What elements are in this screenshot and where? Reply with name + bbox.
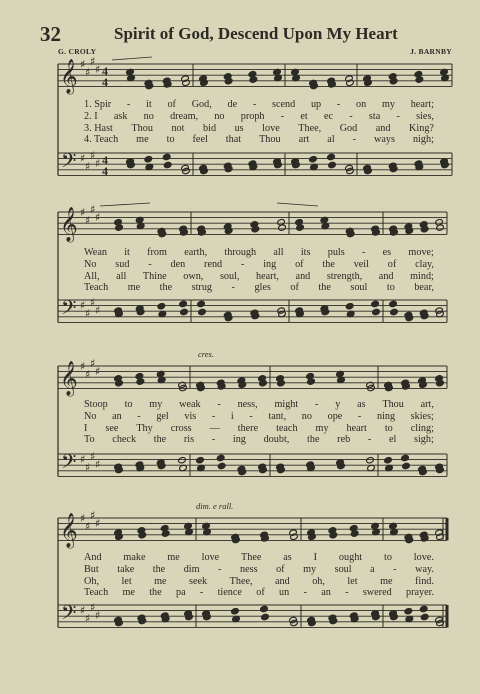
lyric-syllable: mind; bbox=[410, 270, 434, 282]
lyric-syllable: et bbox=[300, 110, 308, 122]
note-head bbox=[389, 300, 398, 307]
note-head bbox=[435, 307, 444, 314]
lyric-line bbox=[84, 282, 434, 294]
lyric-line bbox=[84, 576, 434, 588]
lyric-line bbox=[84, 552, 434, 564]
sharp-icon: ♯ bbox=[80, 453, 86, 466]
lyric-syllable: gles bbox=[254, 282, 271, 294]
words-credit: G. CROLY bbox=[58, 47, 97, 56]
lyric-syllable: clay, bbox=[415, 258, 434, 270]
lyric-syllable: pa bbox=[175, 587, 186, 599]
lyric-syllable: No bbox=[84, 410, 97, 422]
lyric-syllable: make bbox=[123, 552, 146, 563]
hymn-title: Spirit of God, Descend Upon My Heart bbox=[114, 24, 398, 43]
lyric-syllable: me bbox=[136, 134, 149, 146]
sharp-icon: ♯ bbox=[80, 512, 86, 525]
sharp-icon: ♯ bbox=[95, 365, 101, 378]
lyric-syllable: and bbox=[378, 270, 394, 282]
note-head bbox=[327, 153, 336, 160]
lyric-syllable: my bbox=[315, 422, 329, 434]
lyric-syllable: love bbox=[262, 122, 280, 134]
lyric-syllable: way. bbox=[415, 563, 434, 575]
lyric-syllable: prayer. bbox=[405, 587, 434, 599]
note-head bbox=[217, 462, 226, 469]
note-head bbox=[420, 613, 429, 620]
lyric-syllable: us bbox=[234, 122, 244, 134]
lyric-syllable: gel bbox=[156, 410, 169, 422]
lyric-syllable: - bbox=[240, 258, 245, 270]
lyric-syllable: - bbox=[252, 99, 257, 110]
lyric-line bbox=[84, 247, 434, 259]
lyric-syllable: al bbox=[327, 134, 335, 146]
lyric-syllable: 1. Spir bbox=[84, 99, 112, 110]
sharp-icon: ♯ bbox=[85, 214, 91, 227]
sharp-icon: ♯ bbox=[85, 520, 91, 533]
note-head bbox=[345, 303, 354, 310]
lyric-syllable: no bbox=[143, 110, 154, 122]
lyric-syllable: scend bbox=[272, 99, 296, 110]
sharp-icon: ♯ bbox=[80, 206, 86, 219]
sharp-icon: ♯ bbox=[80, 604, 86, 617]
lyric-syllable: Thy bbox=[136, 422, 153, 434]
lyric-syllable: no bbox=[301, 410, 312, 422]
lyric-syllable: un bbox=[279, 587, 290, 599]
lyric-syllable: - bbox=[352, 134, 357, 146]
note-head bbox=[162, 153, 171, 160]
lyrics-system-3 bbox=[84, 399, 434, 446]
lyric-line bbox=[84, 564, 434, 576]
sharp-icon: ♯ bbox=[90, 203, 96, 216]
lyric-syllable: the bbox=[159, 282, 173, 294]
sharp-icon: ♯ bbox=[85, 368, 91, 381]
lyric-syllable: there bbox=[237, 422, 259, 434]
lyric-syllable: - bbox=[249, 410, 253, 422]
lyric-syllable: - bbox=[349, 110, 353, 122]
lyric-syllable: strength, bbox=[326, 270, 363, 282]
lyric-syllable: - bbox=[345, 587, 349, 599]
bass-clef-icon: 𝄢 bbox=[61, 601, 77, 629]
lyric-line bbox=[84, 423, 434, 435]
lyric-syllable: - bbox=[217, 399, 221, 410]
lyric-syllable: de bbox=[227, 99, 238, 110]
lyric-syllable: cross bbox=[170, 422, 192, 434]
lyric-line bbox=[84, 587, 434, 599]
note-head bbox=[198, 308, 207, 315]
lyric-syllable: Stoop bbox=[84, 399, 108, 410]
lyric-syllable: love. bbox=[413, 552, 434, 563]
lyric-syllable: 3. Hast bbox=[84, 122, 113, 134]
lyric-syllable: - bbox=[280, 110, 285, 122]
bass-clef-icon: 𝄢 bbox=[61, 450, 77, 478]
lyric-syllable: an bbox=[321, 587, 331, 599]
sharp-icon: ♯ bbox=[85, 66, 91, 79]
lyric-line bbox=[84, 99, 434, 111]
hymn-number: 32 bbox=[40, 22, 61, 46]
lyric-syllable: earth, bbox=[184, 247, 208, 258]
lyric-syllable: ness, bbox=[237, 399, 258, 410]
lyric-syllable: I bbox=[313, 552, 318, 563]
lyric-syllable: ask bbox=[113, 110, 128, 122]
lyric-syllable: skies; bbox=[410, 410, 434, 422]
treble-clef-icon: 𝄞 bbox=[60, 361, 78, 396]
note-head bbox=[144, 156, 153, 163]
lyric-syllable: it bbox=[124, 247, 130, 258]
lyric-syllable: - bbox=[211, 410, 216, 422]
note-head bbox=[384, 457, 393, 464]
lyric-syllable: to bbox=[383, 552, 392, 563]
lyric-syllable: heart; bbox=[410, 99, 434, 110]
lyric-syllable: Thee, bbox=[229, 575, 253, 587]
lyric-syllable: seek bbox=[189, 575, 208, 587]
lyric-syllable: 4. Teach bbox=[84, 134, 119, 146]
lyric-syllable: proph bbox=[240, 110, 265, 122]
lyric-syllable: God bbox=[339, 122, 358, 134]
note-head bbox=[231, 608, 240, 615]
lyric-syllable: heart, bbox=[256, 270, 279, 282]
lyric-syllable: of bbox=[276, 563, 285, 575]
lyric-syllable: to bbox=[384, 422, 393, 434]
sharp-icon: ♯ bbox=[90, 55, 96, 68]
lyric-syllable: - bbox=[199, 587, 204, 599]
sharp-icon: ♯ bbox=[90, 450, 96, 463]
note-head bbox=[390, 308, 399, 315]
lyric-syllable: to bbox=[124, 399, 133, 410]
bass-clef-icon: 𝄢 bbox=[61, 296, 77, 324]
note-head bbox=[371, 300, 380, 307]
lyric-syllable: feel bbox=[192, 134, 208, 146]
lyric-syllable: and bbox=[295, 270, 311, 282]
note-head bbox=[328, 161, 337, 168]
lyric-syllable: love bbox=[201, 552, 220, 563]
lyric-syllable: find. bbox=[414, 575, 434, 587]
lyric-line bbox=[84, 271, 434, 283]
note-head bbox=[157, 303, 166, 310]
lyric-syllable: — bbox=[209, 422, 220, 434]
music-credit: J. BARNBY bbox=[410, 47, 452, 56]
sharp-icon: ♯ bbox=[80, 58, 86, 71]
lyric-syllable: heart bbox=[346, 422, 367, 434]
note-head bbox=[402, 462, 411, 469]
lyric-syllable: let bbox=[121, 575, 132, 587]
lyric-syllable: - bbox=[396, 110, 400, 122]
lyric-syllable: Thou bbox=[131, 122, 153, 134]
time-signature-bottom: 4 bbox=[102, 164, 108, 178]
lyric-syllable: sta bbox=[368, 110, 381, 122]
lyric-syllable: But bbox=[84, 563, 99, 575]
lyric-syllable: as bbox=[357, 399, 366, 410]
lyric-syllable: ris bbox=[183, 434, 195, 446]
lyric-syllable: its bbox=[300, 247, 311, 258]
lyric-syllable: to bbox=[386, 282, 395, 294]
lyric-syllable: from bbox=[147, 247, 167, 258]
lyric-syllable: sigh; bbox=[414, 434, 434, 446]
note-head bbox=[401, 454, 410, 461]
note-head bbox=[163, 161, 172, 168]
note-head bbox=[309, 156, 318, 163]
lyric-syllable: of bbox=[387, 258, 397, 270]
lyric-syllable: as bbox=[283, 552, 292, 563]
time-signature-bottom: 4 bbox=[102, 75, 108, 89]
lyric-syllable: the bbox=[318, 282, 331, 294]
sharp-icon: ♯ bbox=[95, 609, 101, 622]
lyric-syllable: All, bbox=[84, 270, 100, 282]
lyric-syllable: oh, bbox=[312, 575, 325, 587]
lyric-syllable: And bbox=[84, 552, 102, 563]
note-head bbox=[178, 457, 187, 464]
lyric-syllable: my bbox=[303, 563, 317, 575]
lyric-syllable: no bbox=[214, 110, 225, 122]
lyric-syllable: Teach bbox=[84, 282, 109, 294]
lyric-syllable: Thee bbox=[241, 552, 262, 563]
lyric-syllable: - bbox=[357, 410, 362, 422]
lyric-syllable: through bbox=[224, 247, 257, 258]
sharp-icon: ♯ bbox=[95, 304, 101, 317]
lyric-syllable: soul, bbox=[219, 270, 240, 282]
lyric-syllable: No bbox=[84, 258, 97, 270]
lyric-syllable: - bbox=[126, 99, 131, 110]
lyric-syllable: soul bbox=[334, 563, 352, 575]
hairpin bbox=[112, 57, 152, 60]
note-head bbox=[196, 457, 205, 464]
lyric-syllable: all bbox=[273, 247, 284, 258]
note-head bbox=[182, 79, 191, 86]
lyric-syllable: puls bbox=[327, 247, 345, 258]
note-head bbox=[366, 457, 375, 464]
sharp-icon: ♯ bbox=[90, 296, 96, 309]
lyric-syllable: own, bbox=[183, 270, 204, 282]
lyric-syllable: vis bbox=[184, 410, 197, 422]
lyric-syllable: a bbox=[370, 563, 375, 575]
note-head bbox=[290, 533, 299, 540]
lyric-syllable: Wean bbox=[84, 247, 107, 258]
lyric-syllable: cling; bbox=[410, 422, 434, 434]
lyric-syllable: rend bbox=[204, 258, 223, 270]
lyric-syllable: - bbox=[393, 563, 397, 575]
lyric-syllable: veil bbox=[353, 258, 369, 270]
note-head bbox=[277, 307, 286, 314]
lyric-syllable: the bbox=[307, 434, 320, 446]
lyric-syllable: - bbox=[361, 247, 366, 258]
lyric-syllable: - bbox=[367, 434, 372, 446]
note-head bbox=[346, 79, 355, 86]
lyric-syllable: might bbox=[274, 399, 299, 410]
note-head bbox=[404, 608, 413, 615]
lyric-syllable: me bbox=[167, 552, 180, 563]
lyric-syllable: nigh; bbox=[412, 134, 434, 146]
lyric-syllable: bear, bbox=[414, 282, 434, 294]
lyric-syllable: Thou bbox=[259, 134, 281, 146]
lyric-line bbox=[84, 123, 434, 135]
lyric-syllable: teach bbox=[276, 422, 298, 434]
lyrics-system-2 bbox=[84, 247, 434, 294]
lyric-syllable: i bbox=[230, 410, 234, 422]
lyric-syllable: Oh, bbox=[84, 575, 99, 587]
lyric-syllable: all bbox=[116, 270, 127, 282]
lyric-syllable: el bbox=[388, 434, 397, 446]
lyric-syllable: weak bbox=[179, 399, 201, 410]
sharp-icon: ♯ bbox=[85, 307, 91, 320]
lyric-syllable: soul bbox=[350, 282, 368, 294]
lyric-syllable: of bbox=[167, 99, 176, 110]
lyric-syllable: ways bbox=[374, 134, 395, 146]
sharp-icon: ♯ bbox=[95, 517, 101, 530]
lyric-syllable: I bbox=[84, 422, 88, 434]
lyric-syllable: see bbox=[105, 422, 119, 434]
sharp-icon: ♯ bbox=[90, 357, 96, 370]
lyric-syllable: on bbox=[356, 99, 367, 110]
lyric-syllable: To bbox=[84, 434, 95, 446]
lyric-syllable: ought bbox=[338, 552, 363, 563]
treble-clef-icon: 𝄞 bbox=[60, 513, 78, 548]
note-head bbox=[372, 308, 381, 315]
lyric-syllable: the bbox=[322, 258, 335, 270]
lyric-syllable: not bbox=[171, 122, 185, 134]
lyric-syllable: - bbox=[137, 410, 141, 422]
lyric-syllable: ness bbox=[240, 563, 258, 575]
lyric-syllable: me bbox=[380, 575, 393, 587]
lyric-syllable: strug bbox=[191, 282, 212, 294]
time-signature-top: 4 bbox=[102, 64, 108, 78]
note-head bbox=[197, 300, 206, 307]
lyric-syllable: art, bbox=[420, 399, 434, 410]
lyric-syllable: es bbox=[382, 247, 392, 258]
lyric-syllable: - bbox=[303, 587, 307, 599]
dynamic-cres: cres. bbox=[198, 349, 214, 359]
sharp-icon: ♯ bbox=[85, 612, 91, 625]
lyric-syllable: - bbox=[231, 282, 235, 294]
lyric-syllable: doubt, bbox=[263, 434, 290, 446]
lyric-syllable: ning bbox=[376, 410, 396, 422]
note-head bbox=[179, 300, 188, 307]
lyrics-system-1 bbox=[84, 99, 434, 146]
lyric-syllable: take bbox=[117, 563, 135, 575]
lyric-syllable: and bbox=[275, 575, 290, 587]
lyric-syllable: of bbox=[256, 587, 265, 599]
lyric-syllable: that bbox=[225, 134, 242, 146]
lyric-syllable: of bbox=[295, 258, 304, 270]
lyric-line bbox=[84, 434, 434, 446]
lyric-syllable: my bbox=[149, 399, 163, 410]
lyric-syllable: me bbox=[154, 575, 167, 587]
lyric-syllable: it bbox=[146, 99, 152, 110]
lyric-syllable: ing bbox=[263, 258, 277, 270]
lyric-syllable: the bbox=[152, 563, 166, 575]
lyrics-system-4 bbox=[84, 552, 434, 599]
dynamic-dim-e-rall: dim. e rall. bbox=[196, 501, 234, 511]
lyric-syllable: bid bbox=[203, 122, 217, 134]
lyric-syllable: God, bbox=[191, 99, 212, 110]
treble-clef-icon: 𝄞 bbox=[60, 207, 78, 242]
lyric-syllable: sud bbox=[115, 258, 130, 270]
lyric-syllable: - bbox=[218, 563, 222, 575]
lyric-syllable: swered bbox=[362, 587, 392, 599]
sharp-icon: ♯ bbox=[80, 152, 86, 165]
lyric-syllable: - bbox=[211, 434, 216, 446]
lyric-syllable: ope bbox=[327, 410, 343, 422]
lyric-line bbox=[84, 259, 434, 271]
sharp-icon: ♯ bbox=[85, 160, 91, 173]
lyric-line bbox=[84, 411, 434, 423]
lyric-syllable: dream, bbox=[170, 110, 199, 122]
lyric-syllable: Thou bbox=[382, 399, 404, 410]
sharp-icon: ♯ bbox=[80, 299, 86, 312]
lyric-syllable: den bbox=[170, 258, 186, 270]
lyric-syllable: y bbox=[335, 399, 341, 410]
note-head bbox=[261, 613, 270, 620]
lyric-syllable: Thee, bbox=[298, 122, 322, 134]
sharp-icon: ♯ bbox=[95, 63, 101, 76]
lyric-line bbox=[84, 111, 434, 123]
lyric-syllable: and bbox=[375, 122, 391, 134]
lyric-syllable: King? bbox=[409, 122, 434, 134]
lyric-syllable: the bbox=[149, 587, 162, 599]
treble-clef-icon: 𝄞 bbox=[60, 59, 78, 94]
lyric-syllable: me bbox=[122, 587, 135, 599]
note-head bbox=[419, 605, 428, 612]
sharp-icon: ♯ bbox=[85, 461, 91, 474]
lyric-syllable: of bbox=[290, 282, 299, 294]
lyric-syllable: the bbox=[153, 434, 167, 446]
lyric-line bbox=[84, 399, 434, 411]
lyric-syllable: ing bbox=[232, 434, 246, 446]
sharp-icon: ♯ bbox=[95, 458, 101, 471]
lyric-line bbox=[84, 134, 434, 146]
lyric-syllable: ec bbox=[324, 110, 334, 122]
lyric-syllable: tant, bbox=[268, 410, 287, 422]
lyric-syllable: up bbox=[310, 99, 322, 110]
hairpin bbox=[100, 203, 318, 206]
lyric-syllable: reb bbox=[337, 434, 351, 446]
note-head bbox=[180, 308, 189, 315]
sharp-icon: ♯ bbox=[95, 211, 101, 224]
note-head bbox=[260, 605, 269, 612]
lyric-syllable: an bbox=[112, 410, 122, 422]
sharp-icon: ♯ bbox=[90, 601, 96, 614]
lyric-syllable: move; bbox=[408, 247, 434, 258]
lyric-syllable: sies, bbox=[416, 110, 434, 122]
lyric-syllable: dim bbox=[183, 563, 200, 575]
lyric-syllable: to bbox=[166, 134, 175, 146]
lyric-syllable: let bbox=[347, 575, 358, 587]
lyric-syllable: - bbox=[336, 99, 341, 110]
sharp-icon: ♯ bbox=[95, 157, 101, 170]
lyric-syllable: me bbox=[127, 282, 141, 294]
bass-clef-icon: 𝄢 bbox=[61, 149, 77, 177]
note-head bbox=[216, 454, 225, 461]
sharp-icon: ♯ bbox=[90, 149, 96, 162]
sharp-icon: ♯ bbox=[90, 509, 96, 522]
sharp-icon: ♯ bbox=[80, 360, 86, 373]
lyric-syllable: art bbox=[298, 134, 310, 146]
lyric-syllable: check bbox=[112, 434, 137, 446]
lyric-syllable: - bbox=[315, 399, 319, 410]
lyric-syllable: - bbox=[148, 258, 152, 270]
lyric-syllable: Teach bbox=[84, 587, 109, 599]
lyric-syllable: tience bbox=[217, 587, 242, 599]
time-signature-top: 4 bbox=[102, 153, 108, 167]
lyric-syllable: my bbox=[381, 99, 395, 110]
lyric-syllable: Thine bbox=[142, 270, 167, 282]
lyric-syllable: 2. I bbox=[84, 110, 98, 122]
